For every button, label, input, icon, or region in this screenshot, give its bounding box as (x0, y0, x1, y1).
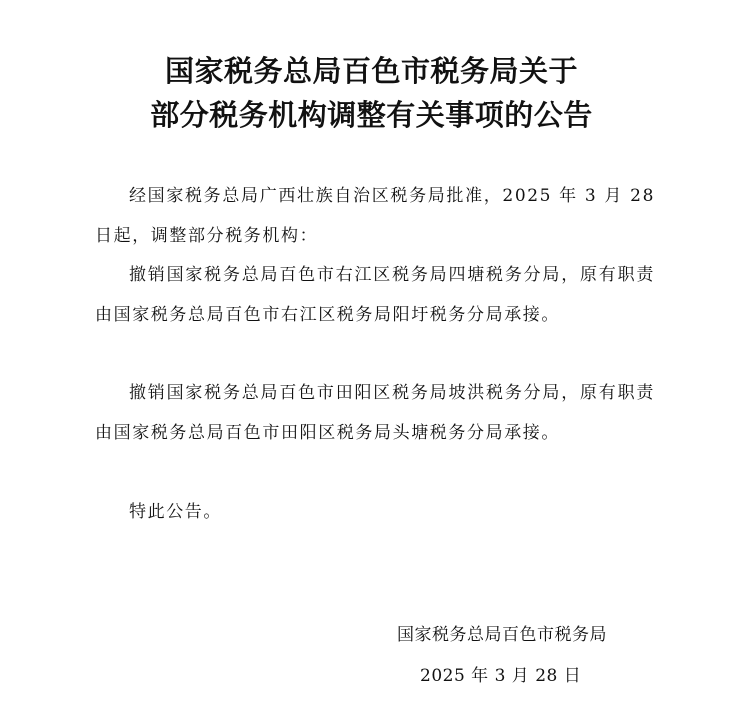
title-line-1: 国家税务总局百色市税务局关于 (164, 54, 578, 88)
paragraph-closing: 特此公告。 (129, 502, 222, 522)
paragraph-approval: 经国家税务总局广西壮族自治区税务局批准，2025 年 3 月 28 日起，调整部分税务机构： (95, 186, 655, 246)
paragraph-pohong-branch: 撤销国家税务总局百色市田阳区税务局坡洪税务分局，原有职责由国家税务总局百色市田阳区税务局头塘税务分局承接。 (95, 383, 655, 443)
paragraph-sitang-branch: 撤销国家税务总局百色市右江区税务局四塘税务分局，原有职责由国家税务总局百色市右江区税务局阳圩税务分局承接。 (95, 265, 655, 325)
signature-organization: 国家税务总局百色市税务局 (397, 625, 607, 645)
title-line-2: 部分税务机构调整有关事项的公告 (150, 98, 593, 132)
signature-date: 2025 年 3 月 28 日 (420, 666, 582, 686)
